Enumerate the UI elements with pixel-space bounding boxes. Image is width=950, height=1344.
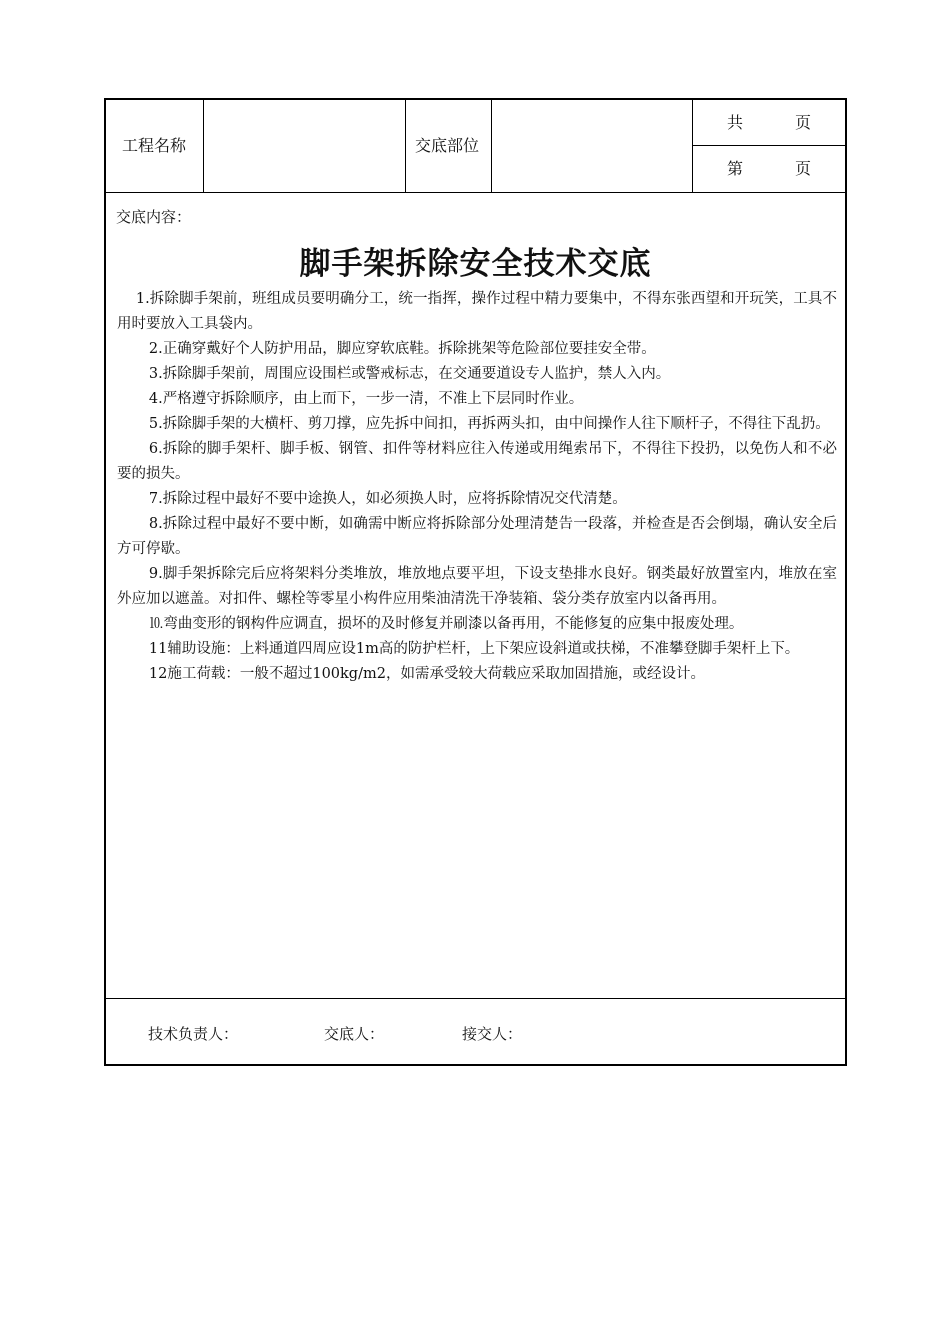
page-no-prefix: 第: [727, 159, 744, 178]
disclosure-form: [104, 98, 847, 1066]
list-item: 6.拆除的脚手架杆、脚手板、钢管、扣件等材料应往入传递或用绳索吊下，不得往下投扔，以免伤人和不必要的损失。: [117, 441, 837, 482]
total-pages-prefix: 共: [727, 113, 744, 132]
list-item: 5.拆除脚手架的大横杆、剪刀撑，应先拆中间扣，再拆两头扣，由中间操作人往下顺杆子，不得往下乱扔。: [148, 416, 830, 432]
page-no-suffix: 页: [795, 159, 812, 178]
list-item: 1.拆除脚手架前，班组成员要明确分工，统一指挥，操作过程中精力要集中，不得东张西望和开玩笑，工具不用时要放入工具袋内。: [117, 291, 837, 332]
signature-row: [106, 998, 845, 1065]
disclosure-content: [106, 192, 845, 998]
list-item: 4.严格遵守拆除顺序，由上而下，一步一清，不准上下层同时作业。: [148, 391, 584, 407]
list-item: 9.脚手架拆除完后应将架料分类堆放，堆放地点要平坦，下设支垫排水良好。钢类最好放置室内，堆放在室外应加以遮盖。对扣件、螺栓等零星小构件应用柴油清洗干净装箱、袋分类存放室内以备再用。: [117, 566, 837, 607]
divider: [405, 100, 406, 192]
divider: [693, 145, 845, 146]
list-item: 12施工荷载：一般不超过100kg/m2，如需承受较大荷载应采取加固措施，或经设计。: [148, 666, 705, 682]
project-name-label: 工程名称: [122, 136, 187, 155]
divider: [203, 100, 204, 192]
form-header: [106, 100, 845, 193]
divider: [491, 100, 492, 192]
presenter-label: 交底人：: [324, 1025, 385, 1043]
tech-lead-label: 技术负责人：: [148, 1025, 239, 1043]
list-item: ⒑弯曲变形的钢构件应调直，损坏的及时修复并刷漆以备再用，不能修复的应集中报废处理。: [148, 616, 744, 632]
list-item: 11辅助设施：上料通道四周应设1m高的防护栏杆，上下架应设斜道或扶梯，不准攀登脚手架杆上下。: [148, 641, 800, 657]
item-list: [117, 287, 837, 687]
document-title: 脚手架拆除安全技术交底: [299, 246, 652, 282]
list-item: 3.拆除脚手架前，周围应设围栏或警戒标志，在交通要道设专人监护，禁人入内。: [148, 366, 671, 382]
receiver-label: 接交人：: [462, 1025, 523, 1043]
list-item: 2.正确穿戴好个人防护用品，脚应穿软底鞋。拆除挑架等危险部位要挂安全带。: [148, 341, 656, 357]
total-pages-suffix: 页: [795, 113, 812, 132]
location-label: 交底部位: [415, 136, 480, 155]
page-count-box: [693, 100, 845, 192]
content-label: 交底内容：: [116, 208, 192, 226]
list-item: 7.拆除过程中最好不要中途换人，如必须换人时，应将拆除情况交代清楚。: [148, 491, 627, 507]
list-item: 8.拆除过程中最好不要中断，如确需中断应将拆除部分处理清楚告一段落，并检查是否会倒塌，确认安全后方可停歇。: [117, 516, 837, 557]
